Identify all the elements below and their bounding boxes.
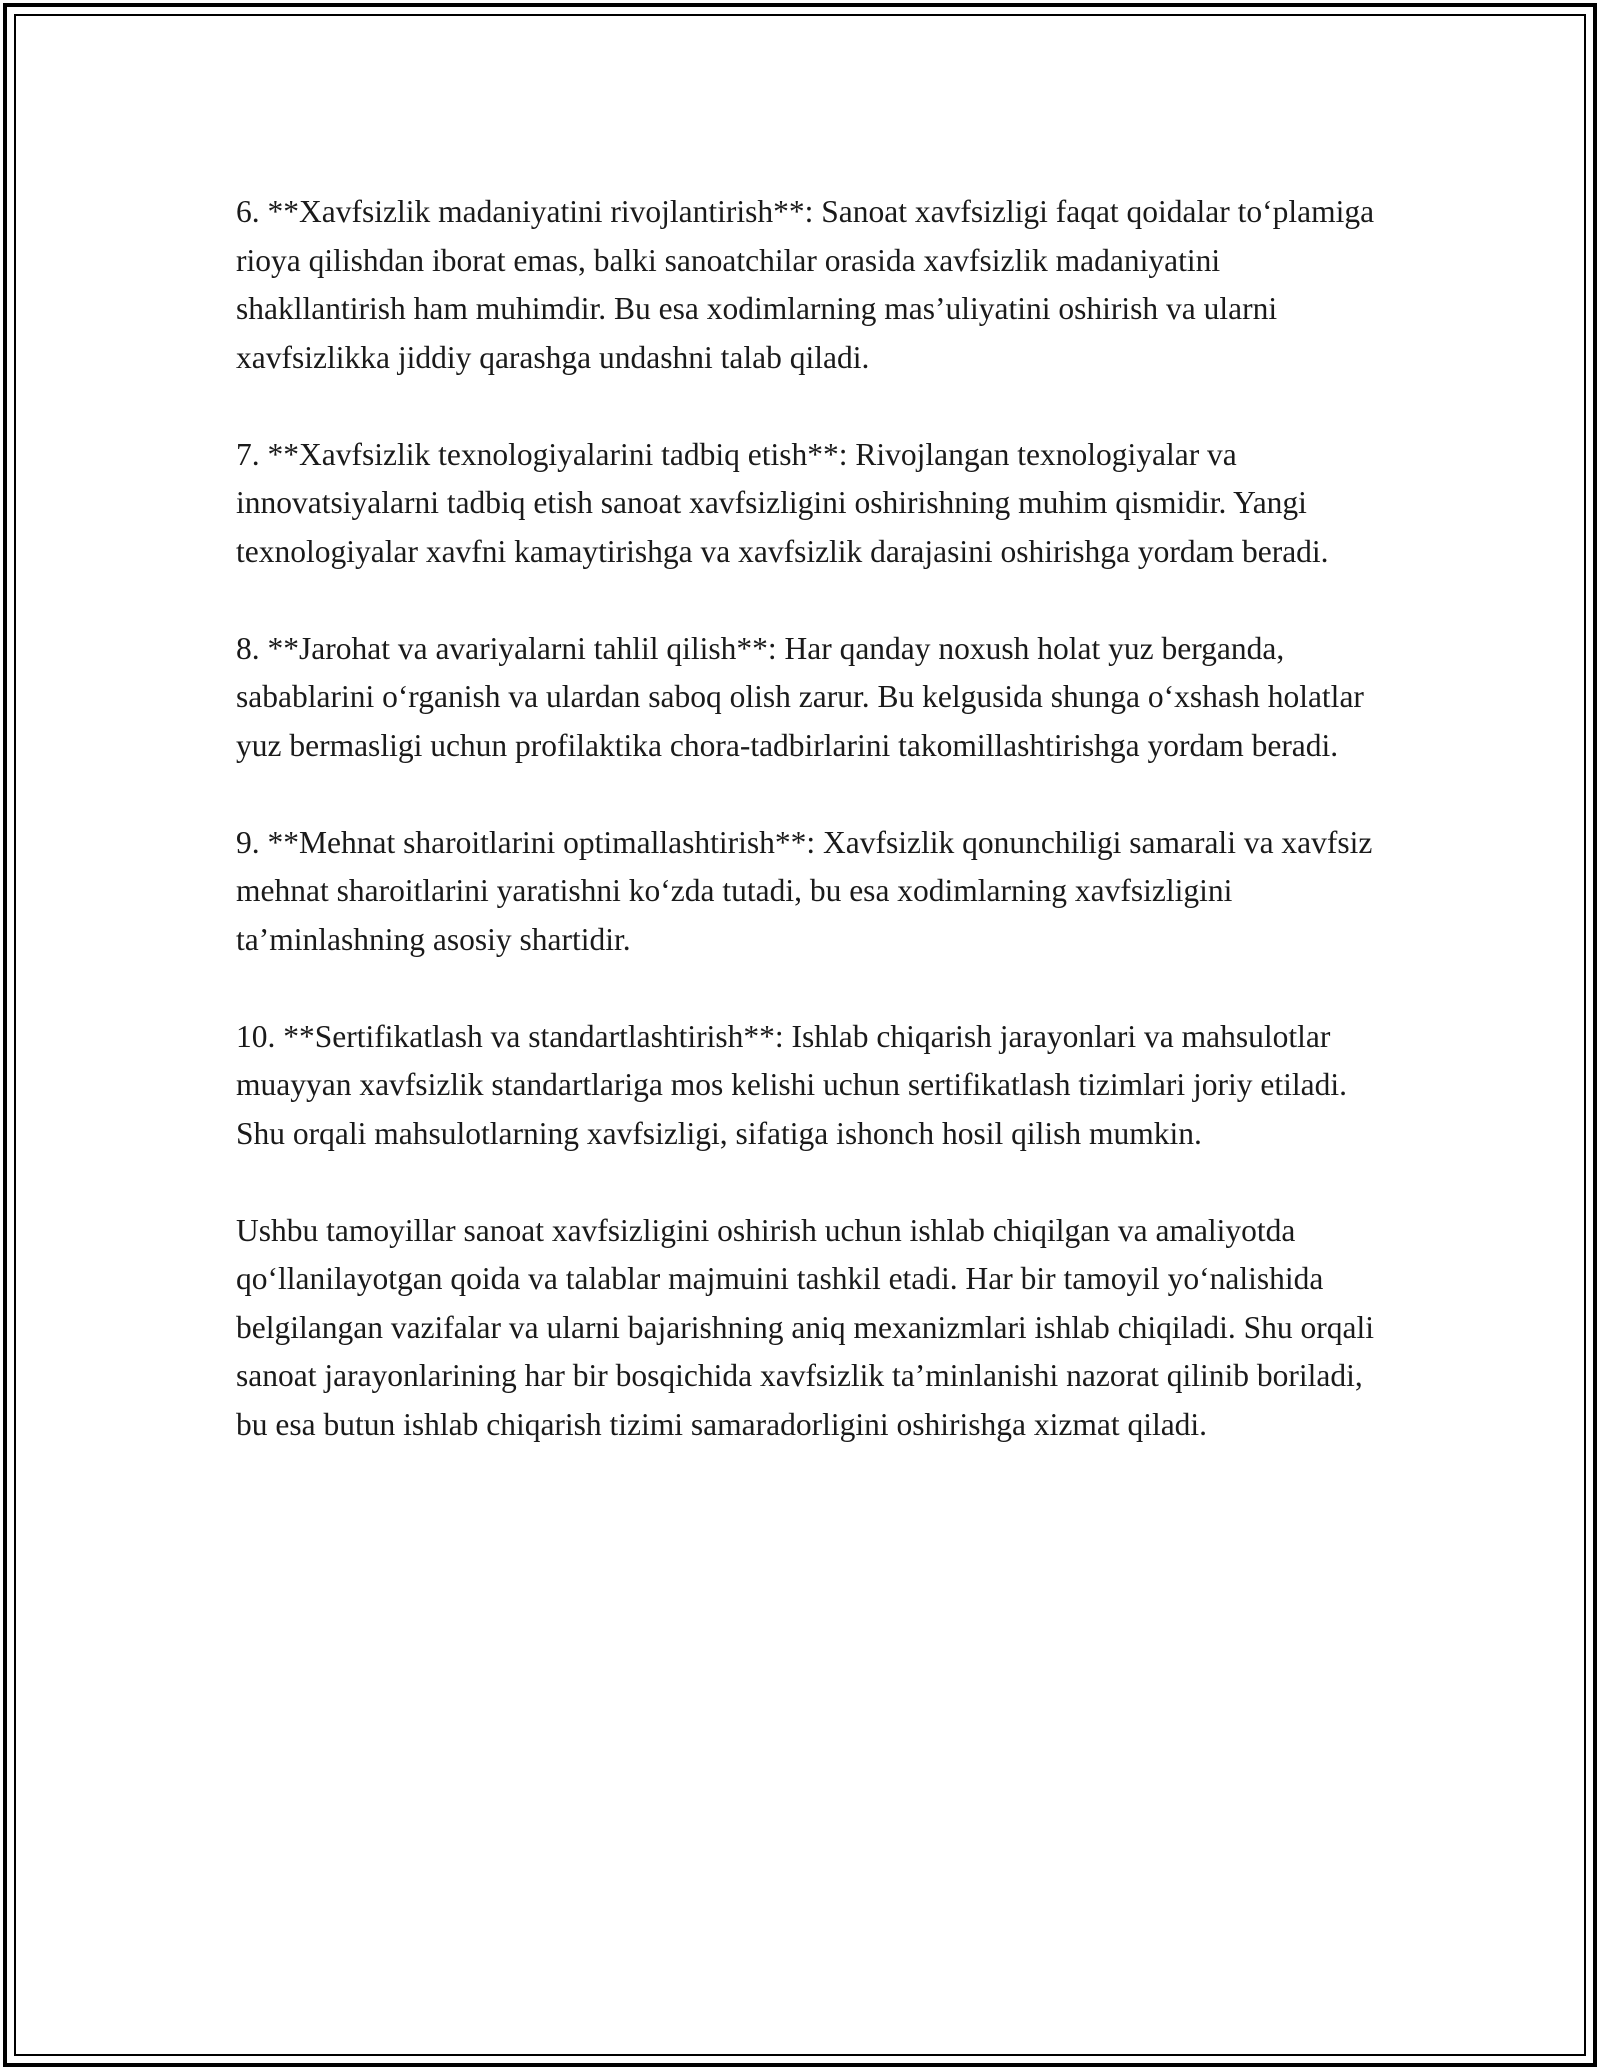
- paragraph-item-9: 9. **Mehnat sharoitlarini optimallashtirish**: Xavfsizlik qonunchiligi samarali va xavfsiz mehnat sharoitlarini yaratishni ko‘zda tutadi, bu esa xodimlarning xavfsizligini ta’minlashning asosiy shartidir.: [236, 824, 1373, 957]
- paragraph-item-8: 8. **Jarohat va avariyalarni tahlil qilish**: Har qanday noxush holat yuz berganda, sabablarini o‘rganish va ulardan saboq olish zarur. Bu kelgusida shunga o‘xshash holatlar yuz bermasligi uchun profilaktika chora-tadbirlarini takomillashtirishga yordam beradi.: [236, 630, 1364, 763]
- paragraph-conclusion: Ushbu tamoyillar sanoat xavfsizligini oshirish uchun ishlab chiqilgan va amaliyotda qo‘llanilayotgan qoida va talablar majmuini tashkil etadi. Har bir tamoyil yo‘nalishida belgilangan vazifalar va ularni bajarishning aniq mexanizmlari ishlab chiqiladi. Shu orqali sanoat jarayonlarining har bir bosqichida xavfsizlik ta’minlanishi nazorat qilinib boriladi, bu esa butun ishlab chiqarish tizimi samaradorligini oshirishga xizmat qiladi.: [236, 1212, 1375, 1442]
- paragraph-item-7: 7. **Xavfsizlik texnologiyalarini tadbiq etish**: Rivojlangan texnologiyalar va innovatsiyalarni tadbiq etish sanoat xavfsizligini oshirishning muhim qismidir. Yangi texnologiyalar xavfni kamaytirishga va xavfsizlik darajasini oshirishga yordam beradi.: [236, 436, 1329, 569]
- paragraph-item-10: 10. **Sertifikatlash va standartlashtirish**: Ishlab chiqarish jarayonlari va mahsulotlar muayyan xavfsizlik standartlariga mos kelishi uchun sertifikatlash tizimlari joriy etiladi. Shu orqali mahsulotlarning xavfsizligi, sifatiga ishonch hosil qilish mumkin.: [236, 1018, 1347, 1151]
- paragraph-item-6: 6. **Xavfsizlik madaniyatini rivojlantirish**: Sanoat xavfsizligi faqat qoidalar to‘plamiga rioya qilishdan iborat emas, balki sanoatchilar orasida xavfsizlik madaniyatini shakllantirish ham muhimdir. Bu esa xodimlarning mas’uliyatini oshirish va ularni xavfsizlikka jiddiy qarashga undashni talab qiladi.: [236, 194, 1375, 375]
- document-body: [236, 188, 1376, 1498]
